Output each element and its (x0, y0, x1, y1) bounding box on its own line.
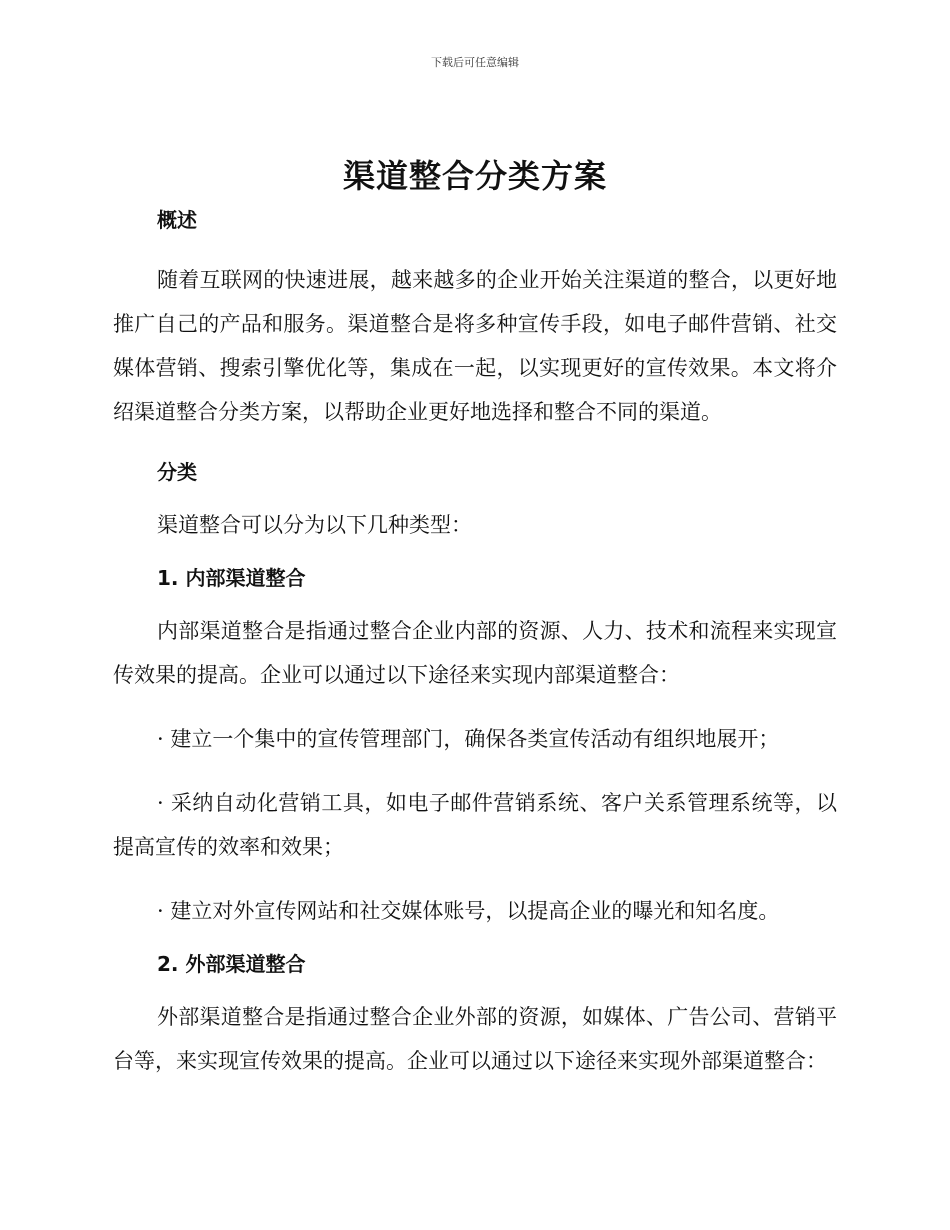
bullet-item: · 采纳自动化营销工具，如电子邮件营销系统、客户关系管理系统等，以提高宣传的效率和效果； (113, 791, 837, 859)
section-heading-external: 2. 外部渠道整合 (157, 952, 306, 976)
paragraph-category-intro: 渠道整合可以分为以下几种类型： (157, 513, 472, 537)
section-heading-category: 分类 (157, 460, 197, 484)
paragraph-internal: 内部渠道整合是指通过整合企业内部的资源、人力、技术和流程来实现宣传效果的提高。企业可以通过以下途径来实现内部渠道整合： (113, 619, 837, 687)
document-title: 渠道整合分类方案 (342, 157, 607, 195)
paragraph-external: 外部渠道整合是指通过整合企业外部的资源，如媒体、广告公司、营销平台等，来实现宣传效果的提高。企业可以通过以下途径来实现外部渠道整合： (113, 1005, 837, 1073)
document-body (113, 202, 837, 1083)
paragraph-overview: 随着互联网的快速进展，越来越多的企业开始关注渠道的整合，以更好地推广自己的产品和服务。渠道整合是将多种宣传手段，如电子邮件营销、社交媒体营销、搜索引擎优化等，集成在一起，以实现更好的宣传效果。本文将介绍渠道整合分类方案，以帮助企业更好地选择和整合不同的渠道。 (113, 268, 837, 424)
section-heading-overview: 概述 (157, 208, 197, 232)
section-heading-internal: 1. 内部渠道整合 (157, 566, 306, 590)
bullet-item: · 建立一个集中的宣传管理部门，确保各类宣传活动有组织地展开； (157, 727, 780, 751)
bullet-item: · 建立对外宣传网站和社交媒体账号，以提高企业的曝光和知名度。 (157, 899, 780, 923)
header-note: 下载后可任意编辑 (431, 56, 519, 69)
